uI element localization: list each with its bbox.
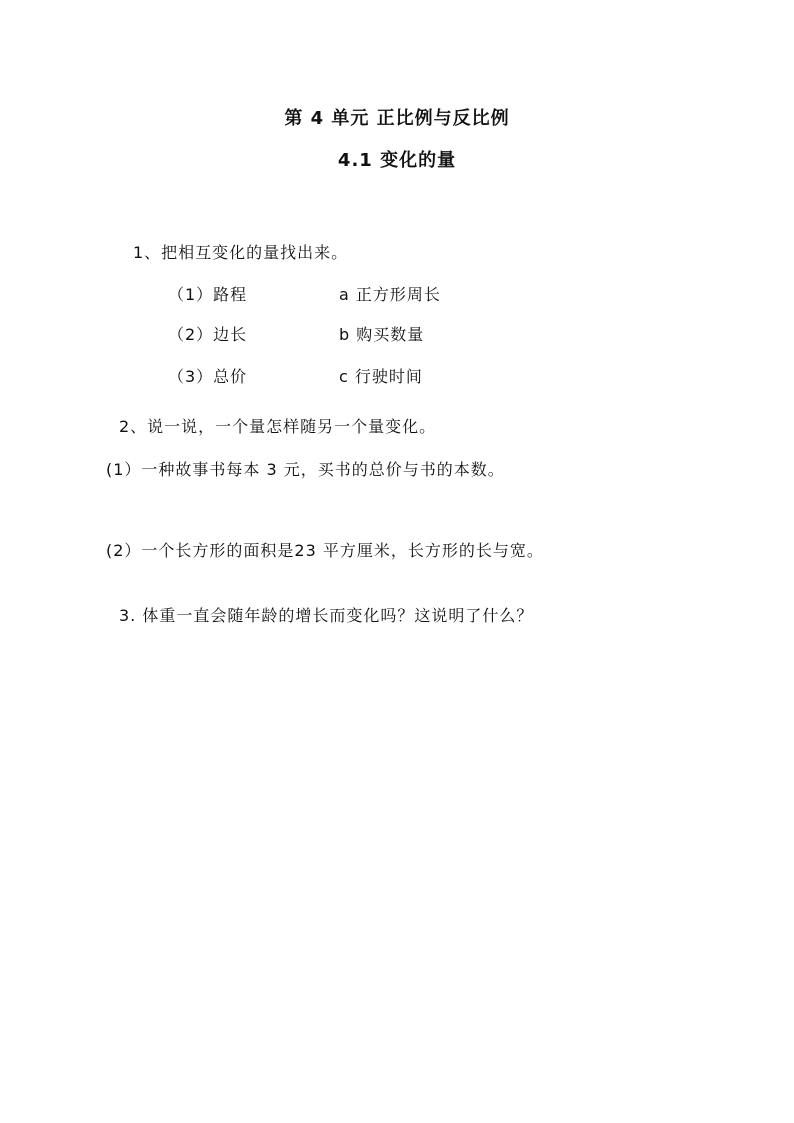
match-right-item-c: c 行驶时间: [339, 367, 423, 386]
question-3-prompt: 3. 体重一直会随年龄的增长而变化吗？这说明了什么？: [119, 606, 534, 625]
match-left-item-1: （1）路程: [168, 285, 248, 304]
question-2-part-2: (2）一个长方形的面积是23 平方厘米，长方形的长与宽。: [106, 541, 544, 560]
match-left-item-2: （2）边长: [168, 325, 248, 344]
question-2-prompt: 2、说一说，一个量怎样随另一个量变化。: [119, 417, 437, 436]
lesson-subtitle: 4.1 变化的量: [337, 150, 457, 171]
match-right-item-a: a 正方形周长: [339, 285, 441, 304]
match-right-item-b: b 购买数量: [339, 325, 425, 344]
question-2-part-1: (1）一种故事书每本 3 元，买书的总价与书的本数。: [106, 460, 505, 479]
unit-title: 第 4 单元 正比例与反比例: [284, 108, 510, 129]
question-1-prompt: 1、把相互变化的量找出来。: [133, 243, 349, 262]
match-left-item-3: （3）总价: [168, 367, 248, 386]
